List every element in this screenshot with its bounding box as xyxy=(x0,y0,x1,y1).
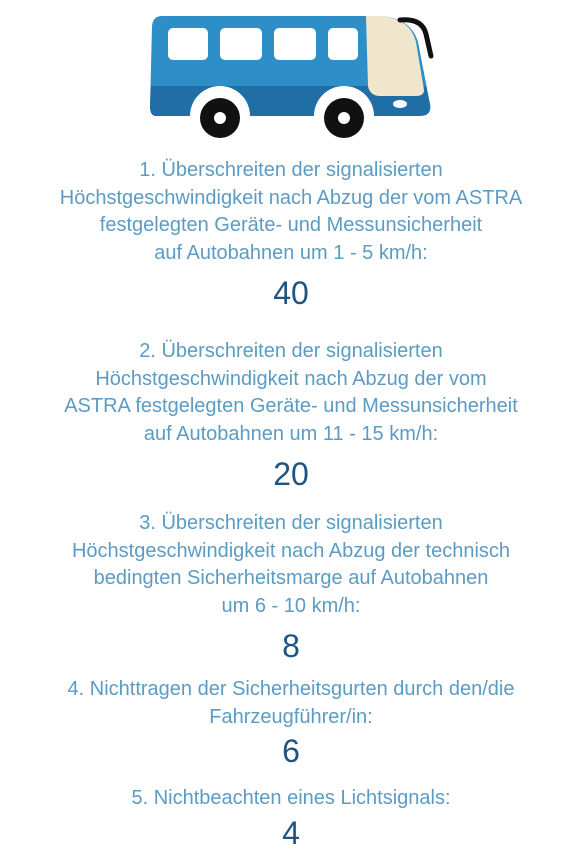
penalty-item-3 xyxy=(0,510,582,666)
bus-icon xyxy=(148,12,438,140)
penalty-value: 40 xyxy=(273,275,309,311)
penalty-value: 20 xyxy=(273,456,309,492)
description-line: Höchstgeschwindigkeit nach Abzug der technisch xyxy=(71,539,511,562)
penalty-item-5 xyxy=(0,785,582,853)
penalty-item-1 xyxy=(0,157,582,313)
penalty-description xyxy=(0,785,582,813)
penalty-description xyxy=(11,157,571,267)
description-line: Fahrzeugführer/in: xyxy=(209,705,373,728)
description-line: auf Autobahnen um 1 - 5 km/h: xyxy=(154,241,428,264)
description-line: auf Autobahnen um 11 - 15 km/h: xyxy=(143,422,439,445)
description-line: bedingten Sicherheitsmarge auf Autobahnen xyxy=(93,567,489,589)
penalty-item-4 xyxy=(0,676,582,771)
penalty-description xyxy=(11,338,571,448)
description-line: Höchstgeschwindigkeit nach Abzug der vom ASTRA xyxy=(59,186,523,209)
penalty-value: 4 xyxy=(282,814,300,851)
description-line: 5. Nichtbeachten eines Lichtsignals: xyxy=(131,787,451,809)
penalty-value: 6 xyxy=(282,733,300,769)
penalty-item-2 xyxy=(0,338,582,494)
description-line: Höchstgeschwindigkeit nach Abzug der vom xyxy=(95,367,487,390)
description-line: 2. Überschreiten der signalisierten xyxy=(139,340,443,362)
penalty-description xyxy=(21,510,561,620)
penalty-description xyxy=(6,676,576,731)
description-line: ASTRA festgelegten Geräte- und Messunsicherheit xyxy=(64,395,518,417)
description-line: festgelegten Geräte- und Messunsicherheit xyxy=(99,214,483,236)
description-line: um 6 - 10 km/h: xyxy=(221,594,361,617)
description-line: 1. Überschreiten der signalisierten xyxy=(139,159,443,181)
description-line: 4. Nichttragen der Sicherheitsgurten durch den/die xyxy=(67,678,515,700)
penalty-value: 8 xyxy=(282,628,300,664)
description-line: 3. Überschreiten der signalisierten xyxy=(139,512,443,534)
